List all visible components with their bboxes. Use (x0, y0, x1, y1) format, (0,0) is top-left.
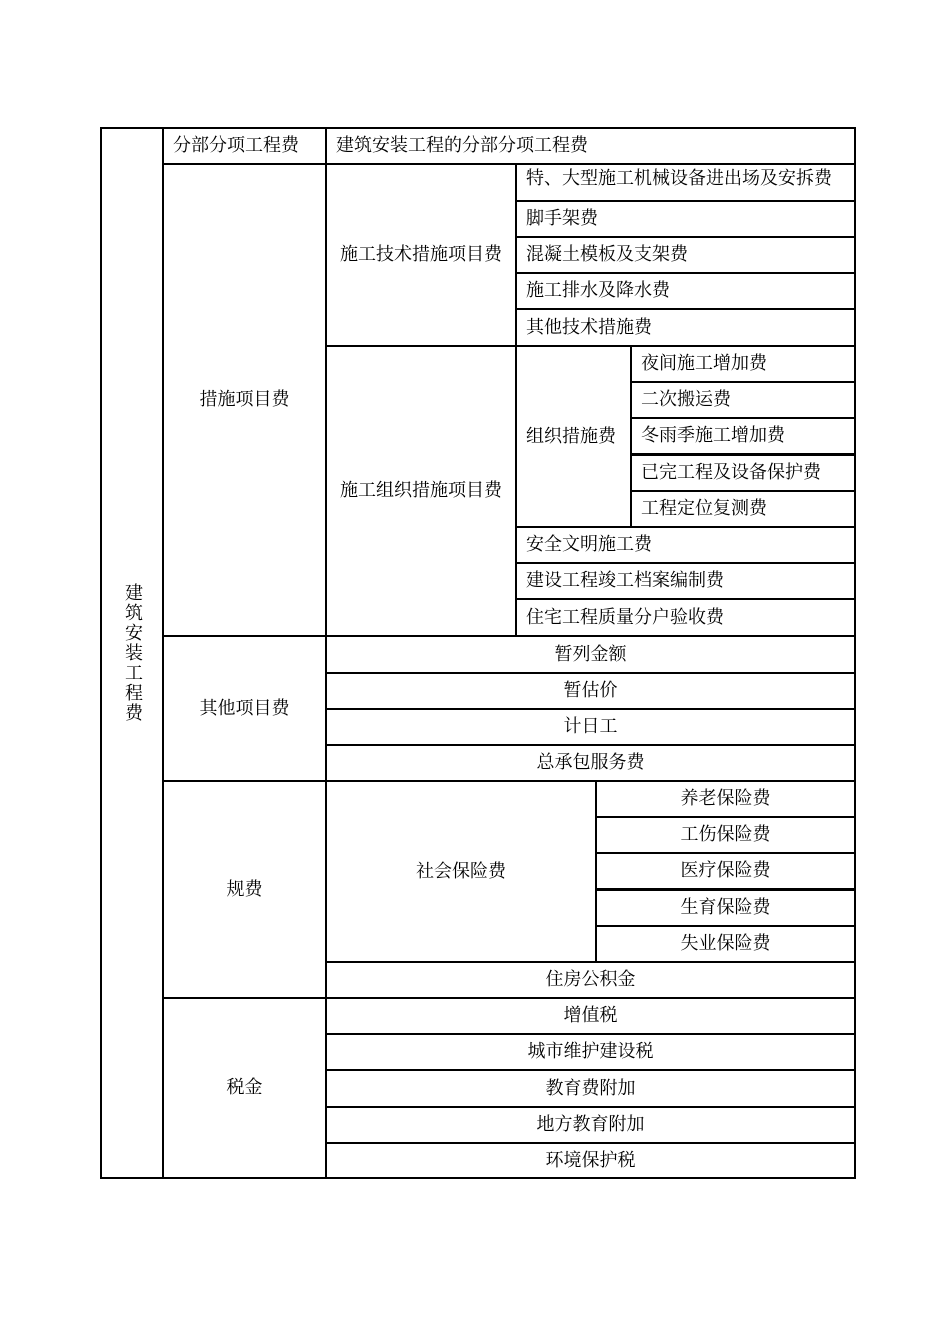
shuijin-label-cell (162, 997, 327, 1179)
qita-item (325, 744, 856, 782)
tech-item (515, 200, 856, 238)
tech-item (515, 272, 856, 310)
qita-item (325, 672, 856, 710)
social-item-label: 失业保险费 (680, 933, 771, 954)
tax-item-label: 城市维护建设税 (527, 1041, 654, 1062)
social-item (595, 780, 856, 818)
social-label: 社会保险费 (416, 860, 506, 882)
qita-item-label: 总承包服务费 (536, 752, 645, 773)
tax-item (325, 1033, 856, 1071)
tax-item (325, 1142, 856, 1179)
cuoshi-label-cell (162, 163, 327, 637)
qita-item-label: 计日工 (563, 716, 618, 737)
shuijin-label: 税金 (226, 1077, 263, 1098)
social-item (595, 925, 856, 963)
tax-item-label: 增值税 (563, 1005, 618, 1026)
guifei-label: 规费 (226, 878, 263, 900)
tech-item (515, 308, 856, 347)
tech-item-label: 其他技术措施费 (526, 316, 652, 338)
social-item-label: 养老保险费 (680, 788, 771, 809)
tax-item (325, 997, 856, 1035)
org-sub-item-label: 二次搬运费 (641, 389, 731, 410)
qita-label-cell (162, 635, 327, 782)
org-item-label: 建设工程竣工档案编制费 (526, 570, 724, 591)
org-item-label: 住宅工程质量分户验收费 (526, 606, 724, 628)
org-item (515, 526, 856, 564)
org-label: 施工组织措施项目费 (340, 480, 502, 501)
tech-item (515, 163, 856, 202)
fenbu-label: 分部分项工程费 (173, 135, 299, 156)
tax-item (325, 1069, 856, 1108)
tech-item-label: 混凝土模板及支架费 (526, 244, 688, 265)
qita-item-label: 暂估价 (563, 680, 618, 701)
org-sub-item-label: 夜间施工增加费 (641, 353, 767, 374)
org-sub-item (630, 454, 856, 492)
housing-fund-label: 住房公积金 (545, 969, 636, 990)
tech-label: 施工技术措施项目费 (340, 244, 502, 265)
org-sub-item-label: 已完工程及设备保护费 (641, 462, 821, 483)
qita-item-label: 暂列金额 (554, 643, 627, 665)
root-label: 建筑安装工程费 (122, 583, 143, 723)
qita-item (325, 708, 856, 746)
guifei-label-cell (162, 780, 327, 999)
org-sub-item (630, 345, 856, 383)
social-item (595, 889, 856, 927)
fenbu-label-cell (162, 127, 327, 165)
social-item (595, 852, 856, 890)
org-sub-label: 组织措施费 (526, 425, 616, 447)
tech-item-label: 脚手架费 (526, 208, 598, 229)
tax-item-label: 环境保护税 (545, 1149, 636, 1171)
tax-item (325, 1106, 856, 1144)
org-label-cell (325, 345, 517, 637)
social-label-cell (325, 780, 597, 963)
tech-item-label: 特、大型施工机械设备进出场及安拆费 (526, 168, 832, 189)
tech-label-cell (325, 163, 517, 347)
social-item-label: 工伤保险费 (680, 824, 771, 845)
tech-item-label: 施工排水及降水费 (526, 280, 670, 301)
root-cell (100, 127, 164, 1179)
org-item-label: 安全文明施工费 (526, 534, 652, 555)
org-sub-item-label: 冬雨季施工增加费 (641, 425, 785, 446)
social-item (595, 816, 856, 854)
tech-item (515, 236, 856, 274)
org-sub-item (630, 381, 856, 419)
org-sub-label-cell (515, 345, 632, 528)
org-sub-item (630, 490, 856, 528)
housing-fund-cell (325, 961, 856, 999)
org-sub-item-label: 工程定位复测费 (641, 498, 767, 519)
social-item-label: 生育保险费 (680, 897, 771, 918)
social-item-label: 医疗保险费 (680, 860, 771, 881)
org-item (515, 598, 856, 637)
fenbu-desc: 建筑安装工程的分部分项工程费 (336, 135, 588, 156)
qita-label: 其他项目费 (199, 697, 290, 719)
org-item (515, 562, 856, 600)
fenbu-desc-cell (325, 127, 856, 165)
cuoshi-label: 措施项目费 (199, 389, 290, 410)
tax-item-label: 教育费附加 (545, 1077, 636, 1099)
org-sub-item (630, 417, 856, 455)
tax-item-label: 地方教育附加 (536, 1114, 645, 1135)
qita-item (325, 635, 856, 674)
